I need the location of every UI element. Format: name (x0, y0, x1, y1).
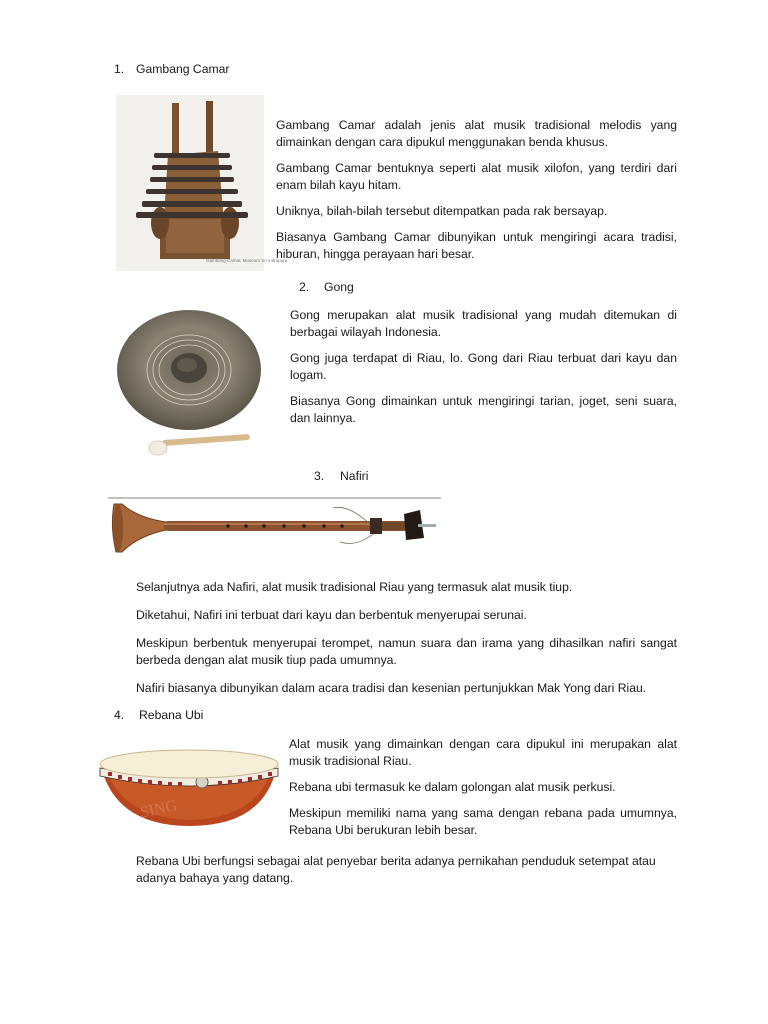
section-3-paragraph: Selanjutnya ada Nafiri, alat musik tradisional Riau yang termasuk alat musik tiup. (136, 580, 573, 594)
section-4-paragraph: Alat musik yang dimainkan dengan cara dipukul ini merupakan alat musik tradisional Riau. (289, 737, 677, 768)
gambang-camar-image (116, 95, 288, 271)
section-3-text (136, 579, 677, 697)
section-1-number: 1. (114, 62, 125, 76)
section-4-paragraph: Rebana ubi termasuk ke dalam golongan alat musik perkusi. (289, 780, 616, 794)
rebana-watermark: SING (138, 797, 179, 822)
section-2-heading (299, 280, 354, 294)
section-3-heading (314, 469, 368, 483)
section-3-number: 3. (314, 469, 325, 483)
section-4-text (289, 736, 677, 839)
section-1-text (276, 117, 677, 263)
gambang-camar-caption: Gambang Camar, Museum Sri Indrapura (206, 258, 288, 263)
section-3-paragraph: Diketahui, Nafiri ini terbuat dari kayu dan berbentuk menyerupai serunai. (136, 608, 527, 622)
section-4-number: 4. (114, 708, 125, 722)
section-4-footer-paragraph: Rebana Ubi berfungsi sebagai alat penyebar berita adanya pernikahan penduduk setempat atau adanya bahaya yang datang. (136, 854, 656, 885)
rebana-ubi-image (98, 738, 280, 832)
section-2-paragraph: Gong juga terdapat di Riau, lo. Gong dari Riau terbuat dari kayu dan logam. (290, 351, 677, 382)
section-1-paragraph: Gambang Camar bentuknya seperti alat musik xilofon, yang terdiri dari enam bilah kayu hitam. (276, 161, 677, 192)
section-3-paragraph: Meskipun berbentuk menyerupai terompet, namun suara dan irama yang dihasilkan nafiri sangat berbeda dengan alat musik tiup pada umumnya. (136, 636, 677, 667)
section-4-paragraph: Meskipun memiliki nama yang sama dengan rebana pada umumnya, Rebana Ubi berukuran lebih besar. (289, 806, 677, 837)
section-2-number: 2. (299, 280, 310, 294)
section-3-paragraph: Nafiri biasanya dibunyikan dalam acara tradisi dan kesenian pertunjukkan Mak Yong dari Riau. (136, 681, 647, 695)
section-2-text (290, 307, 677, 427)
section-1-title: Gambang Camar (136, 62, 230, 76)
section-2-paragraph: Gong merupakan alat musik tradisional yang mudah ditemukan di berbagai wilayah Indonesia. (290, 308, 677, 339)
section-1-paragraph: Gambang Camar adalah jenis alat musik tradisional melodis yang dimainkan dengan cara dipukul menggunakan benda khusus. (276, 118, 677, 149)
section-3-title: Nafiri (340, 469, 369, 483)
section-4-heading (114, 708, 203, 722)
gong-image (98, 308, 276, 462)
section-4-title: Rebana Ubi (139, 708, 204, 722)
section-2-paragraph: Biasanya Gong dimainkan untuk mengiringi tarian, joget, seni suara, dan lainnya. (290, 394, 677, 425)
section-4-footer-text (136, 853, 677, 887)
section-1-heading (114, 62, 229, 76)
section-1-paragraph: Biasanya Gambang Camar dibunyikan untuk mengiringi acara tradisi, hiburan, hingga perayaan hari besar. (276, 230, 677, 261)
section-2-title: Gong (324, 280, 354, 294)
nafiri-image (108, 496, 441, 558)
section-1-paragraph: Uniknya, bilah-bilah tersebut ditempatkan pada rak bersayap. (276, 204, 608, 218)
